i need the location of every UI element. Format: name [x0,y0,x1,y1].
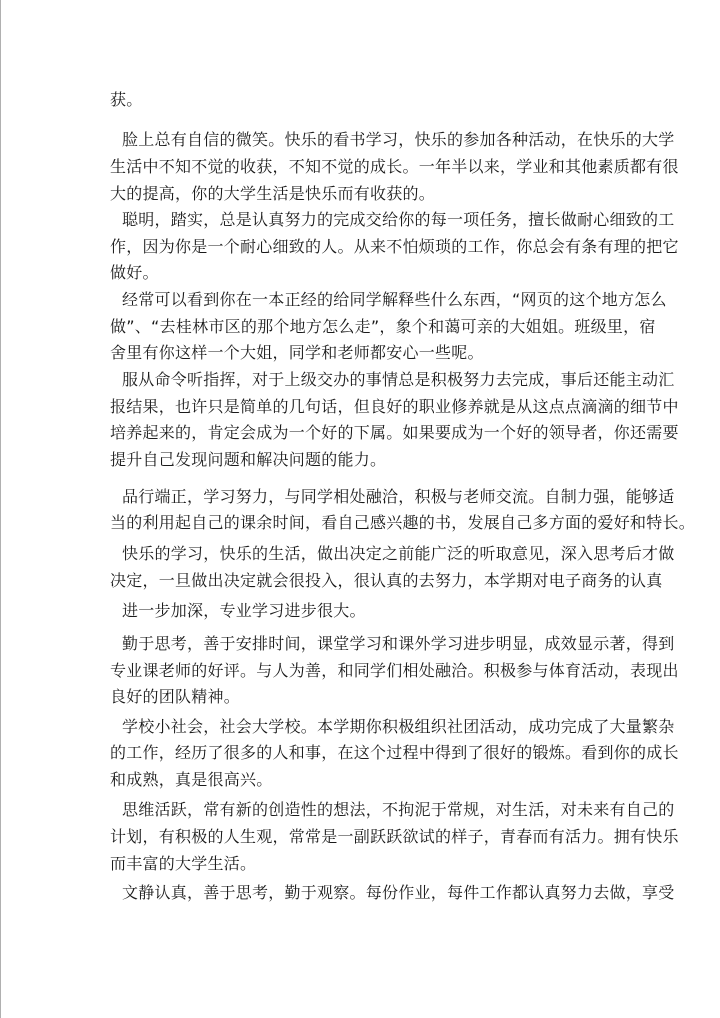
text-line: 提升自己发现问题和解决问题的能力。 [110,450,387,469]
text-line: 的工作，经历了很多的人和事，在这个过程中得到了很好的锻炼。看到你的成长 [110,743,679,762]
text-line: 生活中不知不觉的收获，不知不觉的成长。一年半以来，学业和其他素质都有很 [110,157,679,176]
paragraph-line: 脸上总有自信的微笑。快乐的看书学习，快乐的参加各种活动，在快乐的大学 [122,130,675,149]
paragraph-line: 学校小社会，社会大学校。本学期你积极组织社团活动，成功完成了大量繁杂 [122,717,675,736]
text-line: 而丰富的大学生活。 [110,854,257,873]
text-line: 决定，一旦做出决定就会很投入，很认真的去努力，本学期对电子商务的认真 [110,571,663,590]
paragraph-line: 思维活跃，常有新的创造性的想法，不拘泥于常规，对生活，对未来有自己的 [122,800,675,819]
text-line: 培养起来的，肯定会成为一个好的下属。如果要成为一个好的领导者，你还需要 [110,423,679,442]
paragraph-line: 聪明，踏实，总是认真努力的完成交给你的每一项任务，擅长做耐心细致的工 [122,210,675,229]
text-line: 作，因为你是一个耐心细致的人。从来不怕烦琐的工作，你总会有条有理的把它 [110,237,679,256]
text-line: 当的利用起自己的课余时间，看自己感兴趣的书，发展自己多方面的爱好和特长。 [110,513,696,532]
text-line: 计划，有积极的人生观，常常是一副跃跃欲试的样子，青春而有活力。拥有快乐 [110,827,679,846]
text-line: 做”、“去桂林市区的那个地方怎么走”，象个和蔼可亲的大姐姐。班级里，宿 [110,317,656,336]
text-line: 获。 [110,90,143,109]
text-line: 舍里有你这样一个大姐，同学和老师都安心一些呢。 [110,343,484,362]
text-line: 专业课老师的好评。与人为善，和同学们相处融洽。积极参与体育活动，表现出 [110,661,679,680]
paragraph-line: 品行端正，学习努力，与同学相处融洽，积极与老师交流。自制力强，能够适 [122,487,675,506]
paragraph-line: 勤于思考，善于安排时间，课堂学习和课外学习进步明显，成效显示著，得到 [122,634,675,653]
text-line: 和成熟，真是很高兴。 [110,770,273,789]
text-line: 报结果，也许只是简单的几句话，但良好的职业修养就是从这点点滴滴的细节中 [110,397,679,416]
text-line: 大的提高，你的大学生活是快乐而有收获的。 [110,184,436,203]
paragraph-line: 文静认真，善于思考，勤于观察。每份作业，每件工作都认真努力去做，享受 [122,883,675,902]
text-line: 进一步加深，专业学习进步很大。 [122,601,366,620]
paragraph-line: 快乐的学习，快乐的生活，做出决定之前能广泛的听取意见，深入思考后才做 [122,544,675,563]
text-line: 做好。 [110,263,159,282]
text-line: 良好的团队精神。 [110,687,241,706]
paragraph-line: 服从命令听指挥，对于上级交办的事情总是积极努力去完成，事后还能主动汇 [122,370,675,389]
paragraph-line: 经常可以看到你在一本正经的给同学解释些什么东西，“网页的这个地方怎么 [122,290,667,309]
